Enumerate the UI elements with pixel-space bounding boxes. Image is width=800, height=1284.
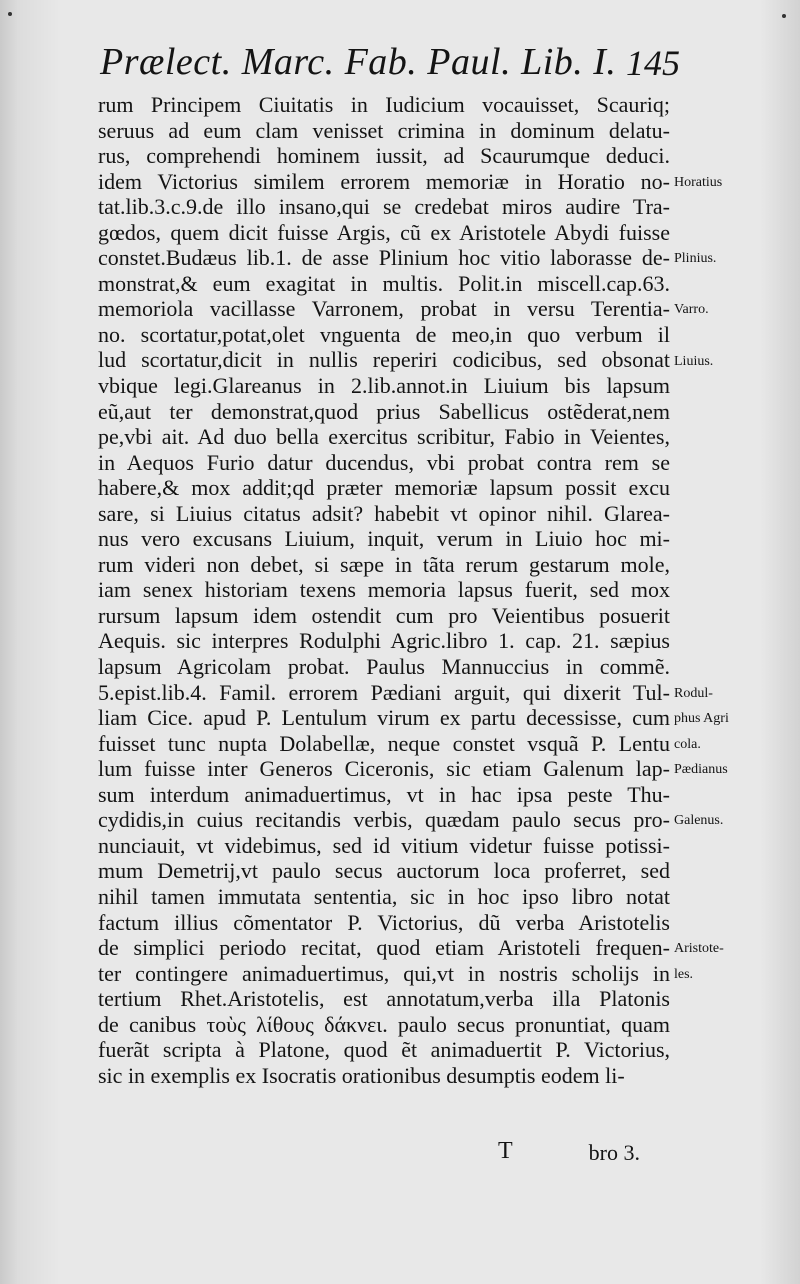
margin-note: Horatius: [674, 174, 723, 190]
text-line: nihil tamen immutata sententia, sic in hoc ipso libro notat: [98, 883, 670, 909]
running-title: Prælect. Marc. Fab. Paul. Lib. I.: [100, 41, 617, 83]
margin-note: cola.: [674, 736, 701, 752]
text-line: in Aequos Furio datur ducendus, vbi probat contra rem se: [98, 449, 670, 475]
text-line: memoriola vacillasse Varronem, probat in versu Terentia-: [98, 296, 670, 322]
text-line: nus vero excusans Liuium, inquit, verum in Liuio hoc mi-: [98, 526, 670, 552]
text-line: eũ,aut ter demonstrat,quod prius Sabellicus ostẽderat,nem: [98, 398, 670, 424]
text-line: idem Victorius similem errorem memoriæ in Horatio no-: [98, 168, 670, 194]
margin-note: phus Agri: [674, 711, 729, 727]
margin-note: Plinius.: [674, 251, 717, 267]
ink-speck: [782, 14, 786, 18]
catchword: bro 3.: [588, 1140, 640, 1165]
text-line: monstrat,& eum exagitat in multis. Polit.in miscell.cap.63.: [98, 270, 670, 296]
text-line: ter contingere animaduertimus, qui,vt in nostris scholijs in: [98, 960, 670, 986]
text-line: mum Demetrij,vt paulo secus auctorum loca proferret, sed: [98, 858, 670, 884]
text-line: cydidis,in cuius recitandis verbis, quædam paulo secus pro-: [98, 807, 670, 833]
text-line: tat.lib.3.c.9.de illo insano,qui se credebat miros audire Tra-: [98, 194, 670, 220]
text-line: sum interdum animaduertimus, vt in hac ipsa peste Thu-: [98, 781, 670, 807]
margin-note: Galenus.: [674, 813, 724, 829]
text-line: no. scortatur,potat,olet vnguenta de meo,in quo verbum il: [98, 321, 670, 347]
text-line: 5.epist.lib.4. Famil. errorem Pædiani arguit, qui dixerit Tul-: [98, 679, 670, 705]
text-line: rum Principem Ciuitatis in Iudicium vocauisset, Scauriq;: [98, 92, 670, 117]
text-line: constet.Budæus lib.1. de asse Plinium hoc vitio laborasse de-: [98, 245, 670, 271]
text-line: pe,vbi ait. Ad duo bella exercitus scribitur, Fabio in Veientes,: [98, 424, 670, 450]
margin-note: Varro.: [674, 302, 709, 318]
text-line: vbique legi.Glareanus in 2.lib.annot.in Liuium bis lapsum: [98, 373, 670, 399]
bleed-through-shadow: [676, 520, 786, 620]
text-line: tertium Rhet.Aristotelis, est annotatum,verba illa Platonis: [98, 986, 670, 1012]
signature-mark: T: [498, 1138, 513, 1164]
text-line: de simplici periodo recitat, quod etiam Aristoteli frequen-: [98, 935, 670, 961]
text-line: factum illius cõmentator P. Victorius, dũ verba Aristotelis: [98, 909, 670, 935]
text-line: lud scortatur,dicit in nullis reperiri codicibus, sed obsonat: [98, 347, 670, 373]
page-footer: [98, 1138, 670, 1172]
running-header: [100, 40, 680, 90]
margin-note: Aristote-: [674, 941, 724, 957]
margin-note: Pædianus: [674, 762, 728, 778]
text-line: fuisset tunc nupta Dolabellæ, neque constet vsquã P. Lentu: [98, 730, 670, 756]
text-line: fuerãt scripta à Platone, quod ẽt animaduertit P. Victorius,: [98, 1037, 670, 1063]
text-line: rum videri non debet, si sæpe in tãta rerum gestarum mole,: [98, 551, 670, 577]
margin-note: Rodul-: [674, 685, 713, 701]
page-number: 145: [626, 43, 680, 83]
text-line: lapsum Agricolam probat. Paulus Mannuccius in commẽ.: [98, 654, 670, 680]
margin-note: Liuius.: [674, 353, 714, 369]
text-line: de canibus τοὺς λίθους δάκνει. paulo secus pronuntiat, quam: [98, 1011, 670, 1037]
text-line: habere,& mox addit;qd præter memoriæ lapsum possit excu: [98, 475, 670, 501]
text-line: iam senex historiam texens memoria lapsus fuerit, sed mox: [98, 577, 670, 603]
text-line: nunciauit, vt videbimus, sed id vitium videtur fuisse potissi-: [98, 832, 670, 858]
margin-note: les.: [674, 966, 694, 982]
text-line: rursum lapsum idem ostendit cum pro Veientibus posuerit: [98, 602, 670, 628]
text-line: sare, si Liuius citatus adsit? habebit vt opinor nihil. Glarea-: [98, 500, 670, 526]
text-line: Aequis. sic interpres Rodulphi Agric.libro 1. cap. 21. sæpius: [98, 628, 670, 654]
text-line: lum fuisse inter Generos Ciceronis, sic etiam Galenum lap-: [98, 756, 670, 782]
text-line: liam Cice. apud P. Lentulum virum ex partu decessisse, cum: [98, 705, 670, 731]
text-line: seruus ad eum clam venisset crimina in dominum delatu-: [98, 117, 670, 143]
body-text: [98, 92, 670, 1088]
ink-speck: [8, 12, 12, 16]
text-line: rus, comprehendi hominem iussit, ad Scaurumque deduci.: [98, 143, 670, 169]
text-line: sic in exemplis ex Isocratis orationibus desumptis eodem li-: [98, 1062, 625, 1088]
text-line: gœdos, quem dicit fuisse Argis, cũ ex Aristotele Abydi fuisse: [98, 219, 670, 245]
